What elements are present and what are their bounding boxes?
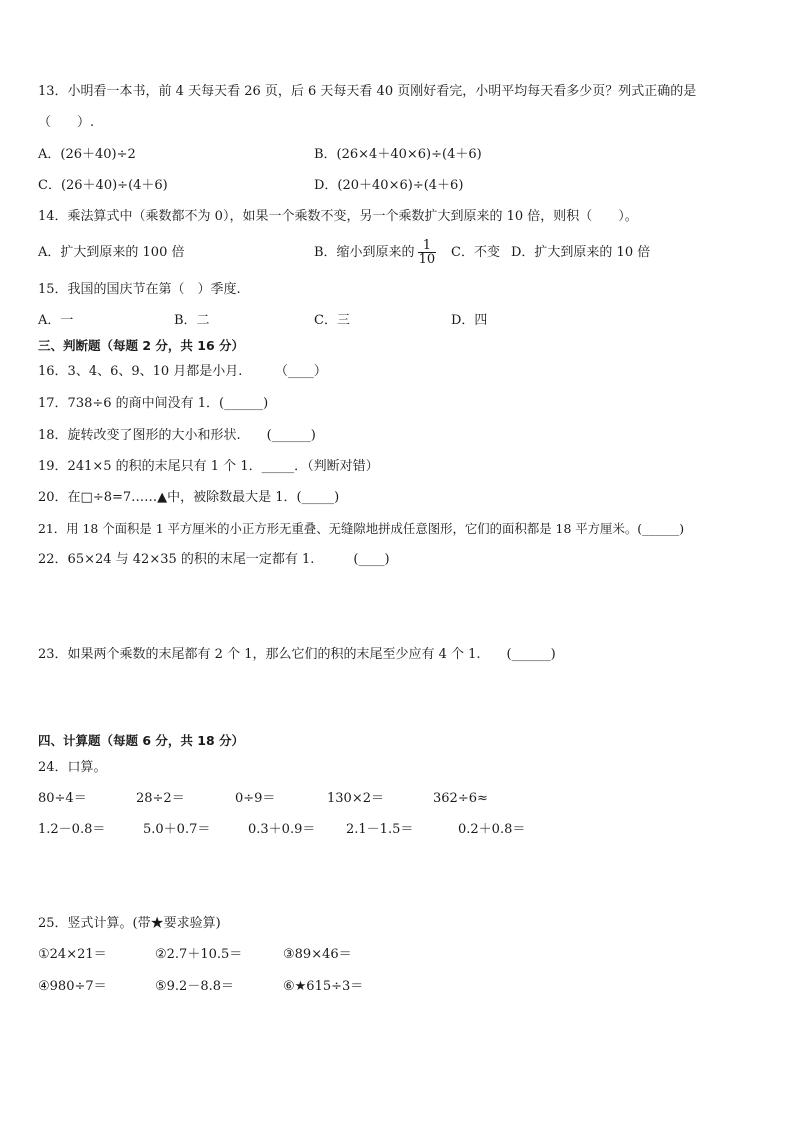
column-calc-item: ②2.7＋10.5＝ bbox=[155, 947, 243, 962]
mental-math-item: 80÷4＝ bbox=[38, 791, 87, 806]
question-15-stem: 15．我国的国庆节在第（ ）季度. bbox=[38, 282, 241, 297]
question-13-stem: 13．小明看一本书，前 4 天每天看 26 页，后 6 天每天看 40 页刚好看完，小明平均每天看多少页？列式正确的是 bbox=[38, 84, 697, 99]
mental-math-item: 130×2＝ bbox=[327, 791, 384, 806]
section-3-heading: 三、判断题（每题 2 分，共 16 分） bbox=[38, 338, 245, 353]
q14-option-b bbox=[314, 234, 439, 272]
column-calc-item: ⑤9.2－8.8＝ bbox=[155, 979, 235, 994]
q13-option-a: A．(26＋40)÷2 bbox=[38, 147, 136, 162]
column-calc-item: ①24×21＝ bbox=[38, 947, 107, 962]
q15-option-a: A．一 bbox=[38, 313, 74, 328]
mental-math-item: 1.2－0.8＝ bbox=[38, 822, 106, 837]
q14-option-a: A．扩大到原来的 100 倍 bbox=[38, 245, 185, 260]
q15-option-b: B．二 bbox=[174, 313, 210, 328]
q15-option-d: D．四 bbox=[451, 313, 488, 328]
q13-option-b: B．(26×4＋40×6)÷(4＋6) bbox=[314, 147, 482, 162]
question-20: 20．在□÷8=7……▲中，被除数最大是 1．(_____) bbox=[38, 490, 340, 505]
mental-math-item: 0.2＋0.8＝ bbox=[458, 822, 526, 837]
q14-option-b-prefix: B．缩小到原来的 bbox=[314, 245, 415, 260]
q15-option-c: C．三 bbox=[314, 313, 350, 328]
q14-option-c: C．不变 bbox=[451, 245, 500, 260]
question-19: 19．241×5 的积的末尾只有 1 个 1．_____．（判断对错） bbox=[38, 459, 379, 474]
mental-math-item: 2.1－1.5＝ bbox=[346, 822, 414, 837]
mental-math-item: 5.0＋0.7＝ bbox=[143, 822, 211, 837]
q13-option-d: D．(20＋40×6)÷(4＋6) bbox=[314, 178, 464, 193]
question-18: 18．旋转改变了图形的大小和形状. (______) bbox=[38, 428, 316, 443]
question-24-title: 24．口算。 bbox=[38, 760, 107, 775]
section-4-heading: 四、计算题（每题 6 分，共 18 分） bbox=[38, 733, 245, 748]
question-17: 17．738÷6 的商中间没有 1．(______) bbox=[38, 396, 269, 411]
q13-option-c: C．(26＋40)÷(4＋6) bbox=[38, 178, 168, 193]
question-14-stem: 14．乘法算式中（乘数都不为 0），如果一个乘数不变，另一个乘数扩大到原来的 10 倍，则积（ ）。 bbox=[38, 209, 638, 224]
column-calc-item: ③89×46＝ bbox=[283, 947, 352, 962]
column-calc-item: ④980÷7＝ bbox=[38, 979, 107, 994]
question-21: 21．用 18 个面积是 1 平方厘米的小正方形无重叠、无缝隙地拼成任意图形，它们的面积都是 18 平方厘米。(______) bbox=[38, 521, 685, 536]
question-23: 23．如果两个乘数的末尾都有 2 个 1，那么它们的积的末尾至少应有 4 个 1. (______) bbox=[38, 647, 556, 662]
question-16: 16．3、4、6、9、10 月都是小月. （____） bbox=[38, 364, 327, 379]
question-13-blank: （ ）. bbox=[38, 115, 95, 130]
fraction-numerator: 1 bbox=[418, 239, 437, 253]
mental-math-item: 0.3＋0.9＝ bbox=[248, 822, 316, 837]
question-22: 22．65×24 与 42×35 的积的末尾一定都有 1. (____) bbox=[38, 552, 390, 567]
fraction-one-tenth bbox=[418, 239, 437, 266]
question-25-title: 25．竖式计算。(带★要求验算) bbox=[38, 916, 221, 931]
q14-option-d: D．扩大到原来的 10 倍 bbox=[511, 245, 651, 260]
mental-math-item: 0÷9＝ bbox=[235, 791, 276, 806]
column-calc-item: ⑥★615÷3＝ bbox=[283, 979, 364, 994]
mental-math-item: 362÷6≈ bbox=[433, 791, 488, 806]
mental-math-item: 28÷2＝ bbox=[136, 791, 185, 806]
fraction-denominator: 10 bbox=[418, 252, 436, 267]
